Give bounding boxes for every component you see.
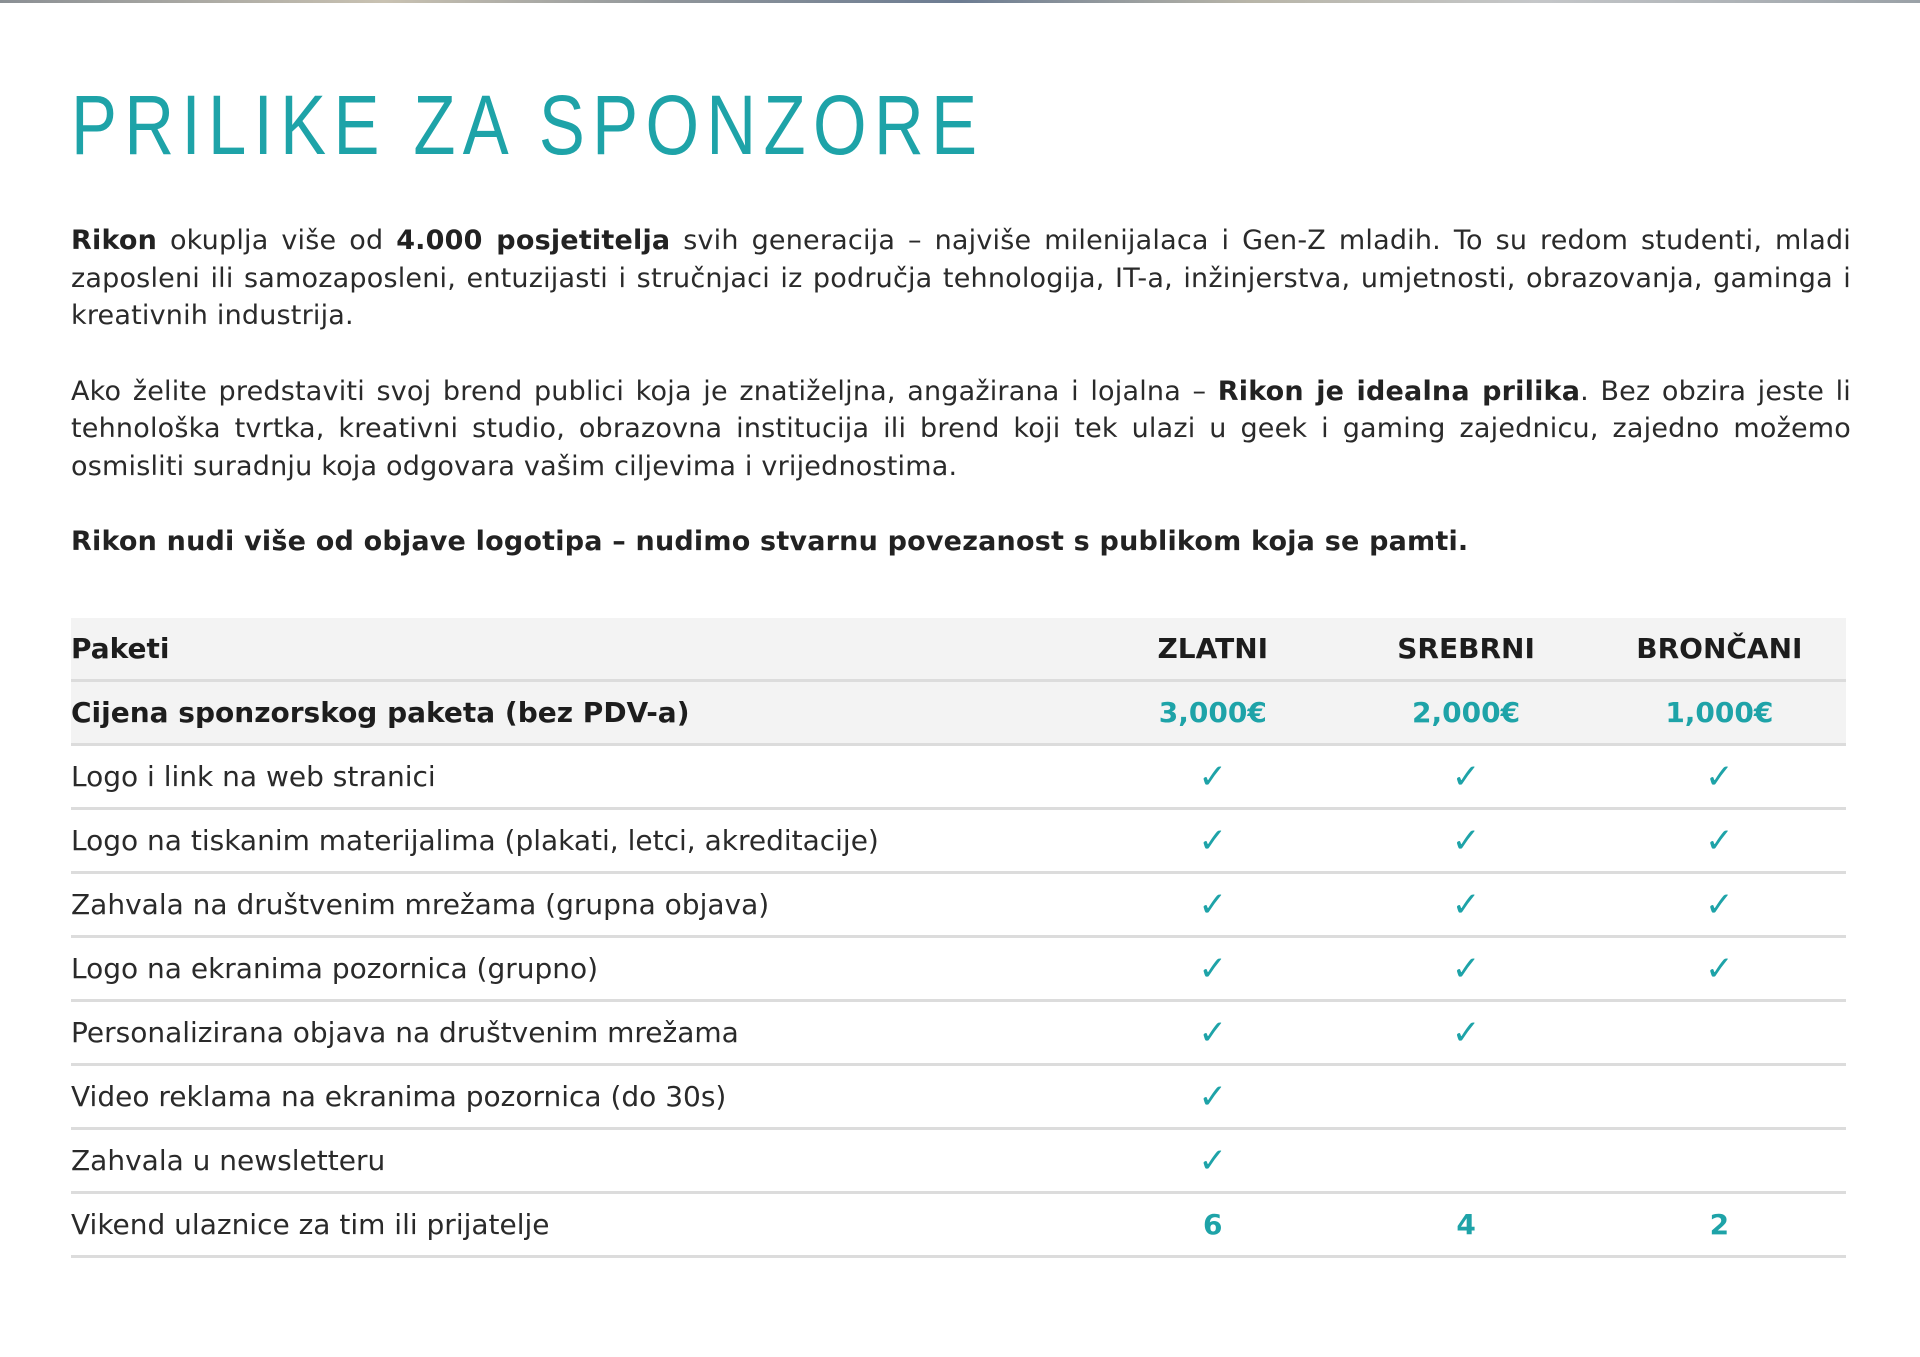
page-title: PRILIKE ZA SPONZORE: [71, 78, 985, 172]
intro-text: [71, 222, 1851, 561]
feature-label: Video reklama na ekranima pozornica (do 30s): [71, 1065, 1086, 1129]
check-icon: ✓: [1339, 937, 1592, 1001]
table-row: [71, 1129, 1846, 1193]
feature-label: Zahvala na društvenim mrežama (grupna objava): [71, 873, 1086, 937]
check-icon: ✓: [1086, 809, 1339, 873]
check-icon: ✓: [1086, 937, 1339, 1001]
price-silver: 2,000€: [1339, 681, 1592, 745]
price-bronze: 1,000€: [1593, 681, 1846, 745]
table-header-row: [71, 618, 1846, 681]
price-gold: 3,000€: [1086, 681, 1339, 745]
check-icon: [1593, 1129, 1846, 1193]
page-content: [71, 70, 1851, 561]
header-silver: SREBRNI: [1339, 618, 1592, 681]
top-photo-strip: [0, 0, 1920, 3]
check-icon: ✓: [1339, 873, 1592, 937]
intro-paragraph-audience: [71, 222, 1851, 335]
intro-text-span: Ako želite predstaviti svoj brend publici koja je znatiželjna, angažirana i lojalna –: [71, 375, 1218, 407]
header-gold: ZLATNI: [1086, 618, 1339, 681]
intro-text-span: okuplja više od: [157, 225, 397, 256]
check-icon: ✓: [1086, 873, 1339, 937]
check-icon: ✓: [1339, 1001, 1592, 1065]
check-icon: ✓: [1086, 1001, 1339, 1065]
tickets-label: Vikend ulaznice za tim ili prijatelje: [71, 1193, 1086, 1257]
table-row: [71, 873, 1846, 937]
feature-label: Logo na ekranima pozornica (grupno): [71, 937, 1086, 1001]
table-row: [71, 1001, 1846, 1065]
check-icon: ✓: [1593, 937, 1846, 1001]
header-bronze: BRONČANI: [1593, 618, 1846, 681]
feature-label: Logo na tiskanim materijalima (plakati, letci, akreditacije): [71, 809, 1086, 873]
check-icon: ✓: [1593, 745, 1846, 809]
check-icon: [1593, 1001, 1846, 1065]
header-label: Paketi: [71, 618, 1086, 681]
check-icon: ✓: [1086, 1065, 1339, 1129]
check-icon: [1339, 1129, 1592, 1193]
check-icon: [1339, 1065, 1592, 1129]
brand-name: Rikon: [71, 225, 158, 256]
highlight-text: Rikon je idealna prilika: [1217, 375, 1581, 407]
check-icon: ✓: [1339, 745, 1592, 809]
intro-paragraph-offer: [71, 373, 1851, 486]
table-row: [71, 1065, 1846, 1129]
tickets-row: [71, 1193, 1846, 1257]
visitor-count: 4.000 posjetitelja: [396, 225, 671, 256]
feature-label: Logo i link na web stranici: [71, 745, 1086, 809]
table-row: [71, 809, 1846, 873]
feature-label: Zahvala u newsletteru: [71, 1129, 1086, 1193]
check-icon: ✓: [1593, 873, 1846, 937]
price-label: Cijena sponzorskog paketa (bez PDV-a): [71, 681, 1086, 745]
table-row: [71, 745, 1846, 809]
tickets-gold: 6: [1086, 1193, 1339, 1257]
check-icon: ✓: [1339, 809, 1592, 873]
check-icon: ✓: [1086, 745, 1339, 809]
table-row: [71, 937, 1846, 1001]
feature-label: Personalizirana objava na društvenim mrežama: [71, 1001, 1086, 1065]
intro-text-span: . Bez obzira jeste li tehnološka tvrtka, kreativni studio, obrazovna institucija ili brend koji tek ulazi u geek i gaming zajednicu, zajedno možemo osmisliti suradnju koja odgovara vašim ciljevima i vrijednostima.: [71, 375, 1851, 482]
check-icon: [1593, 1065, 1846, 1129]
intro-tagline: Rikon nudi više od objave logotipa – nudimo stvarnu povezanost s publikom koja se pamti.: [71, 526, 1469, 557]
tickets-bronze: 2: [1593, 1193, 1846, 1257]
check-icon: ✓: [1593, 809, 1846, 873]
intro-text-span: svih generacija – najviše milenijalaca i Gen-Z mladih. To su redom studenti, mladi zaposleni ili samozaposleni, entuzijasti i stručnjaci iz područja tehnologija, IT-a, inžinjerstva, umjetnosti, obrazovanja, gaminga i kreativnih industrija.: [71, 225, 1851, 331]
tickets-silver: 4: [1339, 1193, 1592, 1257]
sponsor-packages-table: [71, 618, 1846, 1258]
price-row: [71, 681, 1846, 745]
check-icon: ✓: [1086, 1129, 1339, 1193]
